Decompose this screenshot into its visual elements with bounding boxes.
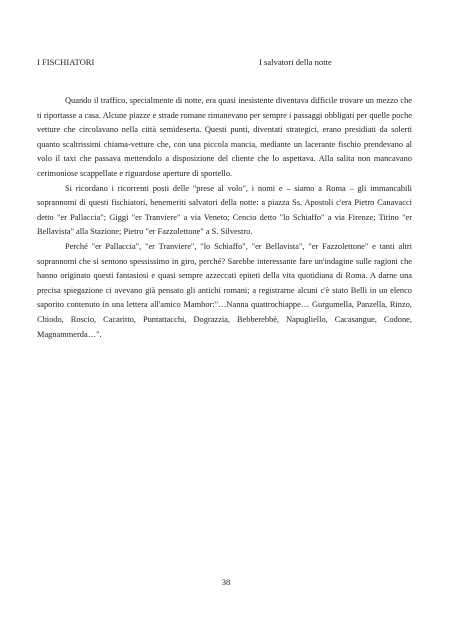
running-header	[37, 55, 412, 69]
chapter-title: I FISCHIATORI	[37, 57, 95, 67]
paragraph-1: Quando il traffico, specialmente di notte, era quasi inesistente diventava difficile trovare un mezzo che ti riportasse a casa. Alcune piazze e strade romane rimanevano per sempre i passaggi obbligati per quelle poche vetture che circolavano nella città semideserta. Questi punti, diventati strategici, erano presidiati da solerti quanto scaltrissimi chiama-vetture che, con una piccola mancia, mediante un lacerante fischio prendevano al volo il taxi che passava mettendolo a disposizione del cliente che lo aspettava. Alla salita non mancavano cerimoniose scappellate e riguardose aperture di sportello.	[37, 96, 412, 178]
running-title: I salvatori della notte	[259, 57, 332, 67]
body-text	[37, 94, 412, 342]
paragraph-2: Si ricordano i ricorrenti posti delle "prese al volo", i nomi e – siamo a Roma – gli immancabili soprannomi di questi fischiatori, benemeriti salvatori della notte: a piazza Ss. Apostoli c'era Pietro Canavacci detto "er Pallaccia"; Giggi "er Tranviere" a via Veneto; Cencio detto "lo Schiaffo" a via Firenze; Titino "er Bellavista" alla Stazione; Pietro "er Fazzolettone" a S. Silvestro.	[37, 183, 412, 237]
page-number: 38	[221, 577, 231, 587]
paragraph-3: Perché "er Pallaccia", "er Tranviere", "lo Schiaffo", "er Bellavista", "er Fazzolettone" e tanti altri soprannomi che si sentono spessissimo in giro, perché? Sarebbe interessante fare un'indagine sulle ragioni che hanno originato questi fantasiosi e quasi sempre azzeccati epiteti della vita quotidiana di Roma. A darne una precisa spiegazione ci avevano già pensato gli antichi romani; a registrarne alcuni c'è stato Belli in un elenco saporito contenuto in una lettera all'amico Mambor:"…Nanna quattrochiappe… Gurgumella, Panzella, Rinzo, Chiodo, Roscio, Cacaritto, Puntattacchi, Dograzzia, Bebberebbè, Napugliello, Cacasangue, Codone, Magnammerda…".	[37, 241, 412, 339]
